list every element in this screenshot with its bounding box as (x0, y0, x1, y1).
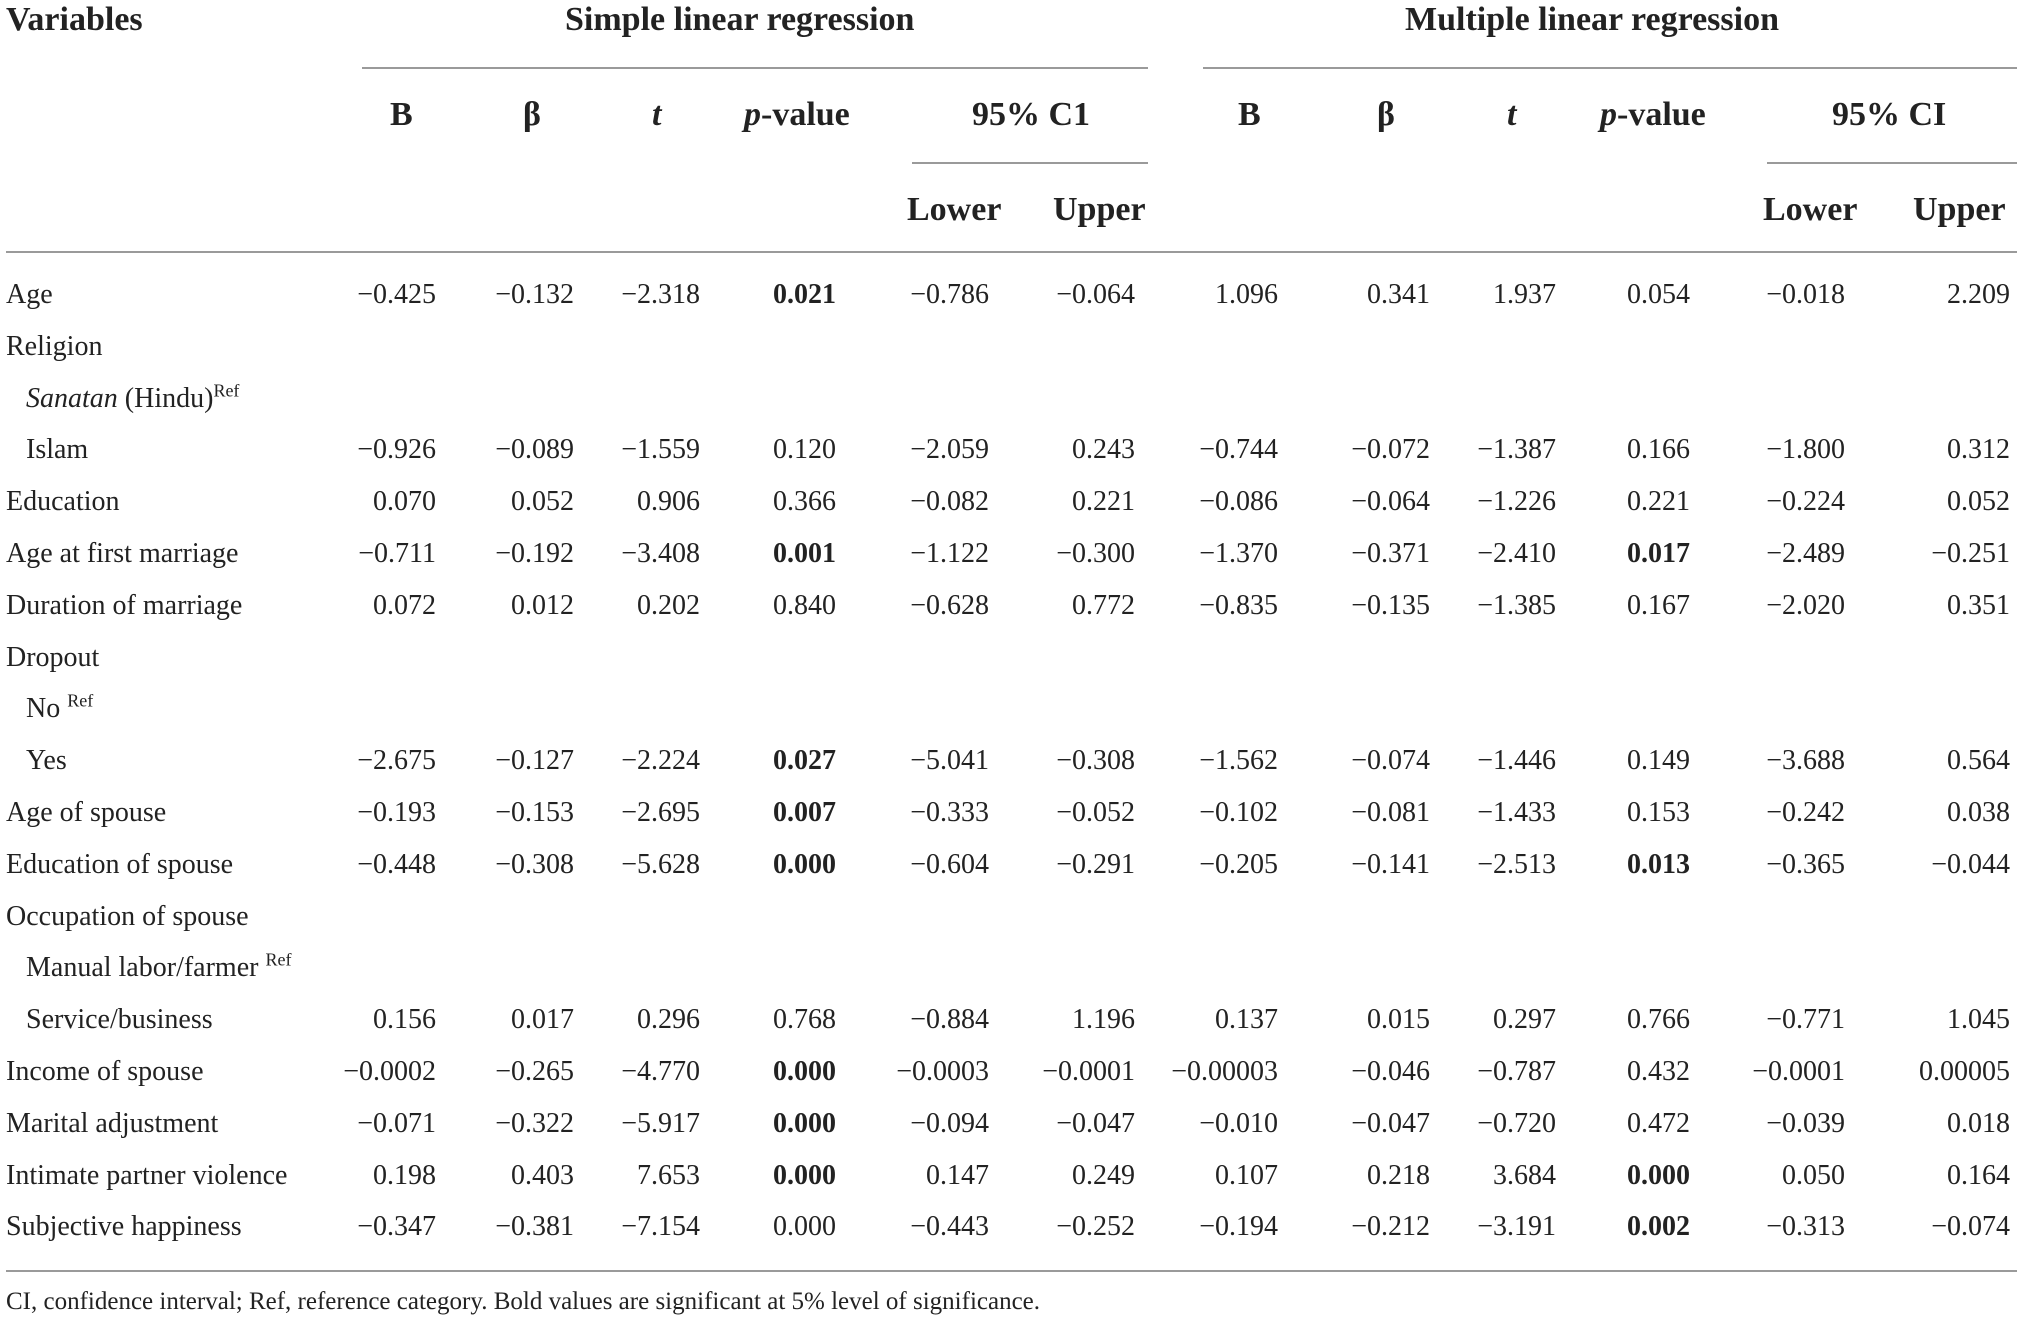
table-cell-simple: 0.403 (511, 1160, 574, 1191)
table-cell-multiple: −0.018 (1766, 279, 1845, 310)
table-cell-multiple: 0.432 (1627, 1056, 1690, 1087)
table-cell-simple: 0.000 (773, 1160, 836, 1191)
table-cell-simple: 0.768 (773, 1004, 836, 1035)
col-header-upper-simple: Upper (1053, 191, 1146, 228)
table-cell-multiple: −1.562 (1199, 745, 1278, 776)
table-cell-multiple: −0.047 (1351, 1108, 1430, 1139)
table-cell-multiple: −1.800 (1766, 434, 1845, 465)
table-cell-multiple: 0.312 (1947, 434, 2010, 465)
table-cell-simple: −0.0002 (343, 1056, 436, 1087)
table-cell-simple: −2.059 (910, 434, 989, 465)
table-cell-simple: −0.926 (357, 434, 436, 465)
table-cell-simple: −0.443 (910, 1211, 989, 1242)
table-cell-multiple: 0.164 (1947, 1160, 2010, 1191)
col-header-lower-simple: Lower (907, 191, 1002, 228)
table-cell-multiple: 0.149 (1627, 745, 1690, 776)
table-cell-multiple: 0.564 (1947, 745, 2010, 776)
table-cell-simple: −0.252 (1056, 1211, 1135, 1242)
table-cell-simple: −0.047 (1056, 1108, 1135, 1139)
table-cell-simple: −0.604 (910, 849, 989, 880)
table-cell-simple: −0.786 (910, 279, 989, 310)
simple-group-rule (362, 67, 1148, 69)
variables-header: Variables (6, 1, 143, 38)
table-cell-simple: −0.308 (1056, 745, 1135, 776)
table-cell-simple: −0.425 (357, 279, 436, 310)
table-cell-multiple: −0.135 (1351, 590, 1430, 621)
table-cell-simple: 0.000 (773, 1056, 836, 1087)
table-cell-multiple: 1.937 (1493, 279, 1556, 310)
table-cell-multiple: −0.242 (1766, 797, 1845, 828)
table-cell-simple: 0.249 (1072, 1160, 1135, 1191)
table-cell-multiple: −1.433 (1477, 797, 1556, 828)
table-cell-simple: −0.071 (357, 1108, 436, 1139)
table-cell-multiple: 0.013 (1627, 849, 1690, 880)
table-cell-multiple: 0.038 (1947, 797, 2010, 828)
table-cell-simple: 0.772 (1072, 590, 1135, 621)
table-cell-simple: 0.070 (373, 486, 436, 517)
table-cell-simple: 0.221 (1072, 486, 1135, 517)
table-cell-multiple: −0.205 (1199, 849, 1278, 880)
table-cell-simple: −1.122 (910, 538, 989, 569)
row-label: Sanatan (Hindu)$^{Ref}$ (26, 380, 240, 414)
row-label: Marital adjustment (6, 1108, 219, 1139)
table-cell-simple: −0.347 (357, 1211, 436, 1242)
table-cell-multiple: −0.744 (1199, 434, 1278, 465)
table-cell-multiple: −0.039 (1766, 1108, 1845, 1139)
table-cell-simple: −7.154 (621, 1211, 700, 1242)
table-cell-multiple: −0.771 (1766, 1004, 1845, 1035)
col-header-b-simple: B (390, 96, 413, 133)
table-cell-multiple: 0.107 (1215, 1160, 1278, 1191)
table-cell-simple: 0.198 (373, 1160, 436, 1191)
table-cell-simple: −2.695 (621, 797, 700, 828)
row-label: Age (6, 279, 53, 310)
table-cell-multiple: 0.017 (1627, 538, 1690, 569)
multiple-group-rule (1203, 67, 2017, 69)
table-cell-simple: −0.127 (495, 745, 574, 776)
table-cell-simple: −0.089 (495, 434, 574, 465)
table-cell-multiple: −0.00003 (1171, 1056, 1278, 1087)
table-cell-multiple: −2.513 (1477, 849, 1556, 880)
table-cell-simple: −0.265 (495, 1056, 574, 1087)
table-cell-simple: −0.193 (357, 797, 436, 828)
table-cell-multiple: −0.835 (1199, 590, 1278, 621)
row-label: Age of spouse (6, 797, 167, 828)
table-cell-simple: −0.333 (910, 797, 989, 828)
row-label: No $^{Ref}$ (26, 690, 94, 724)
simple-regression-header: Simple linear regression (565, 1, 915, 38)
table-cell-simple: 0.906 (637, 486, 700, 517)
table-cell-multiple: 2.209 (1947, 279, 2010, 310)
table-cell-simple: −0.300 (1056, 538, 1135, 569)
table-cell-simple: −0.192 (495, 538, 574, 569)
table-cell-simple: −0.153 (495, 797, 574, 828)
table-cell-simple: −5.917 (621, 1108, 700, 1139)
table-cell-simple: 0.007 (773, 797, 836, 828)
col-header-ci-simple: 95% C1 (972, 96, 1091, 133)
table-cell-simple: −0.082 (910, 486, 989, 517)
table-cell-simple: 0.000 (773, 849, 836, 880)
table-cell-simple: 0.027 (773, 745, 836, 776)
table-cell-simple: 0.072 (373, 590, 436, 621)
table-cell-multiple: 0.153 (1627, 797, 1690, 828)
table-cell-simple: 0.021 (773, 279, 836, 310)
table-cell-multiple: −0.044 (1931, 849, 2010, 880)
row-label: Religion (6, 331, 103, 362)
table-cell-simple: 1.196 (1072, 1004, 1135, 1035)
table-cell-simple: 0.366 (773, 486, 836, 517)
row-label: Dropout (6, 642, 100, 673)
table-cell-multiple: 0.018 (1947, 1108, 2010, 1139)
row-label: Yes (26, 745, 67, 776)
table-cell-simple: 0.052 (511, 486, 574, 517)
table-cell-simple: 0.296 (637, 1004, 700, 1035)
table-cell-multiple: 3.684 (1493, 1160, 1556, 1191)
table-cell-simple: −0.0003 (896, 1056, 989, 1087)
table-cell-multiple: 0.052 (1947, 486, 2010, 517)
table-cell-simple: −2.675 (357, 745, 436, 776)
table-cell-multiple: 0.351 (1947, 590, 2010, 621)
table-cell-simple: 0.000 (773, 1108, 836, 1139)
table-cell-multiple: −3.191 (1477, 1211, 1556, 1242)
table-cell-multiple: −0.787 (1477, 1056, 1556, 1087)
header-bottom-rule (6, 251, 2017, 253)
col-header-beta-simple: β (523, 96, 541, 133)
table-cell-multiple: −0.224 (1766, 486, 1845, 517)
table-cell-multiple: 0.00005 (1919, 1056, 2010, 1087)
table-cell-simple: 0.012 (511, 590, 574, 621)
table-cell-simple: −0.381 (495, 1211, 574, 1242)
row-label: Subjective happiness (6, 1211, 242, 1242)
table-cell-simple: −0.0001 (1042, 1056, 1135, 1087)
table-cell-multiple: −2.020 (1766, 590, 1845, 621)
row-label: Education of spouse (6, 849, 234, 880)
table-cell-multiple: 0.341 (1367, 279, 1430, 310)
table-cell-simple: −1.559 (621, 434, 700, 465)
col-header-t-simple: t (652, 96, 662, 133)
table-cell-simple: −0.064 (1056, 279, 1135, 310)
table-cell-multiple: −0.064 (1351, 486, 1430, 517)
table-cell-multiple: 0.015 (1367, 1004, 1430, 1035)
table-cell-multiple: −0.0001 (1752, 1056, 1845, 1087)
table-cell-multiple: 0.137 (1215, 1004, 1278, 1035)
multiple-regression-header: Multiple linear regression (1405, 1, 1779, 38)
table-cell-multiple: 0.297 (1493, 1004, 1556, 1035)
table-cell-simple: −5.041 (910, 745, 989, 776)
table-cell-simple: 0.001 (773, 538, 836, 569)
col-header-lower-multiple: Lower (1763, 191, 1858, 228)
ci-simple-rule (912, 162, 1148, 164)
table-cell-simple: 0.000 (773, 1211, 836, 1242)
table-cell-multiple: −0.212 (1351, 1211, 1430, 1242)
table-cell-simple: −0.052 (1056, 797, 1135, 828)
table-cell-simple: −0.628 (910, 590, 989, 621)
col-header-upper-multiple: Upper (1913, 191, 2006, 228)
table-cell-multiple: −1.387 (1477, 434, 1556, 465)
table-cell-simple: 0.840 (773, 590, 836, 621)
table-cell-multiple: 0.221 (1627, 486, 1690, 517)
row-label: Education (6, 486, 120, 517)
row-label: Intimate partner violence (6, 1160, 288, 1191)
table-cell-multiple: 1.045 (1947, 1004, 2010, 1035)
table-cell-simple: 0.156 (373, 1004, 436, 1035)
table-cell-simple: 0.202 (637, 590, 700, 621)
row-label: Occupation of spouse (6, 901, 249, 932)
table-cell-simple: −0.322 (495, 1108, 574, 1139)
table-cell-multiple: −2.410 (1477, 538, 1556, 569)
row-label: Islam (26, 434, 89, 465)
table-cell-simple: −5.628 (621, 849, 700, 880)
row-label: Service/business (26, 1004, 213, 1035)
table-cell-multiple: −0.086 (1199, 486, 1278, 517)
col-header-p-simple: p-value (744, 96, 850, 133)
table-cell-multiple: −1.226 (1477, 486, 1556, 517)
table-cell-simple: 0.147 (926, 1160, 989, 1191)
table-cell-multiple: −0.081 (1351, 797, 1430, 828)
table-cell-multiple: −1.446 (1477, 745, 1556, 776)
table-cell-multiple: −2.489 (1766, 538, 1845, 569)
table-cell-multiple: −1.370 (1199, 538, 1278, 569)
col-header-p-multiple: p-value (1600, 96, 1706, 133)
table-cell-multiple: 0.002 (1627, 1211, 1690, 1242)
table-cell-multiple: −0.074 (1931, 1211, 2010, 1242)
table-cell-multiple: −0.141 (1351, 849, 1430, 880)
table-cell-simple: −0.308 (495, 849, 574, 880)
ci-multiple-rule (1767, 162, 2017, 164)
table-bottom-rule (6, 1270, 2017, 1272)
table-cell-multiple: −0.371 (1351, 538, 1430, 569)
row-label: Income of spouse (6, 1056, 204, 1087)
table-cell-simple: −0.884 (910, 1004, 989, 1035)
col-header-b-multiple: B (1238, 96, 1261, 133)
table-cell-multiple: −0.313 (1766, 1211, 1845, 1242)
table-footnote: CI, confidence interval; Ref, reference category. Bold values are significant at 5% level of significance. (6, 1288, 1041, 1315)
table-cell-multiple: −0.194 (1199, 1211, 1278, 1242)
table-cell-multiple: −0.365 (1766, 849, 1845, 880)
table-cell-multiple: −0.251 (1931, 538, 2010, 569)
table-cell-multiple: 0.472 (1627, 1108, 1690, 1139)
col-header-ci-multiple: 95% CI (1832, 96, 1947, 133)
row-label: Age at first marriage (6, 538, 239, 569)
table-cell-simple: −0.448 (357, 849, 436, 880)
table-cell-multiple: 0.218 (1367, 1160, 1430, 1191)
row-label: Duration of marriage (6, 590, 243, 621)
table-cell-multiple: −0.074 (1351, 745, 1430, 776)
table-cell-multiple: −0.072 (1351, 434, 1430, 465)
col-header-t-multiple: t (1507, 96, 1517, 133)
table-cell-simple: 0.120 (773, 434, 836, 465)
table-cell-multiple: 0.166 (1627, 434, 1690, 465)
table-cell-multiple: −0.720 (1477, 1108, 1556, 1139)
table-cell-simple: −0.711 (358, 538, 436, 569)
table-cell-simple: −2.318 (621, 279, 700, 310)
table-cell-simple: 0.243 (1072, 434, 1135, 465)
table-cell-multiple: 1.096 (1215, 279, 1278, 310)
table-cell-simple: −4.770 (621, 1056, 700, 1087)
col-header-beta-multiple: β (1377, 96, 1395, 133)
table-cell-multiple: −0.010 (1199, 1108, 1278, 1139)
table-cell-multiple: −0.046 (1351, 1056, 1430, 1087)
table-cell-multiple: −0.102 (1199, 797, 1278, 828)
table-cell-simple: −0.291 (1056, 849, 1135, 880)
table-cell-simple: −0.132 (495, 279, 574, 310)
table-cell-multiple: 0.766 (1627, 1004, 1690, 1035)
row-label: Manual labor/farmer $^{Ref}$ (26, 949, 292, 983)
table-cell-multiple: 0.050 (1782, 1160, 1845, 1191)
table-cell-simple: −0.094 (910, 1108, 989, 1139)
table-cell-multiple: −3.688 (1766, 745, 1845, 776)
table-cell-simple: 0.017 (511, 1004, 574, 1035)
table-cell-multiple: 0.054 (1627, 279, 1690, 310)
table-cell-simple: −2.224 (621, 745, 700, 776)
table-cell-multiple: 0.000 (1627, 1160, 1690, 1191)
table-cell-simple: 7.653 (637, 1160, 700, 1191)
table-cell-simple: −3.408 (621, 538, 700, 569)
table-cell-multiple: −1.385 (1477, 590, 1556, 621)
table-cell-multiple: 0.167 (1627, 590, 1690, 621)
